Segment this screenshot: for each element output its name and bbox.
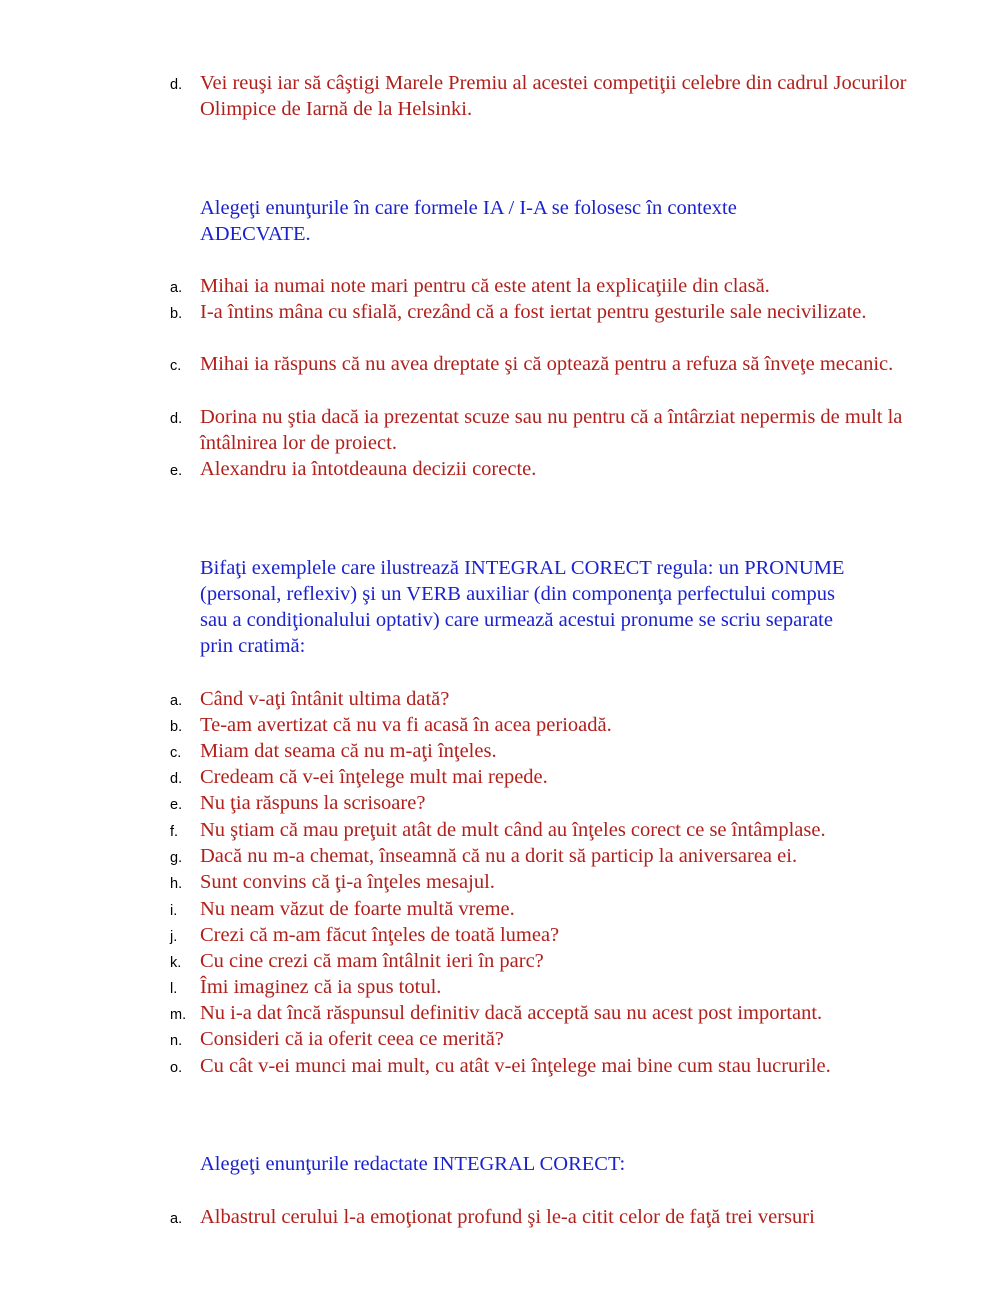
list-item-text: Nu neam văzut de foarte multă vreme. (200, 898, 515, 920)
list-marker: b. (170, 719, 183, 735)
list-marker: a. (170, 1211, 183, 1227)
list-item (170, 790, 930, 816)
question-prompt: Alegeţi enunţurile în care formele IA / I-A se folosesc în contexte ADECVATE. (200, 197, 737, 245)
list-item (170, 1000, 930, 1026)
list-item-text: I-a întins mâna cu sfială, crezând că a fost iertat pentru gesturile sale necivilizate. (200, 301, 867, 323)
list-marker: l. (170, 981, 178, 997)
question-prompt: Bifaţi exemplele care ilustrează INTEGRAL CORECT regula: un PRONUME (personal, reflexiv) şi un VERB auxiliar (din componenţa perfectului compus sau a condiţionalului optativ) care urmează acestui pronume se scriu separate prin cratimă: (200, 557, 845, 657)
list-item (170, 896, 930, 922)
list-marker: e. (170, 797, 183, 813)
list-item-text: Nu i-a dat încă răspunsul definitiv dacă acceptă sau nu acest post important. (200, 1002, 823, 1024)
list-marker: m. (170, 1007, 187, 1023)
list-item-text: Albastrul cerului l-a emoţionat profund şi le-a citit celor de faţă trei versuri (200, 1206, 815, 1228)
list-item (170, 974, 930, 1000)
list-item-text: Îmi imaginez că ia spus totul. (200, 976, 442, 998)
list-item (170, 738, 930, 764)
list-item (170, 922, 930, 948)
list-marker: j. (170, 929, 178, 945)
list-item-text: Nu ţia răspuns la scrisoare? (200, 792, 426, 814)
list-marker: n. (170, 1033, 183, 1049)
list-marker: b. (170, 306, 183, 322)
list-item-text: Alexandru ia întotdeauna decizii corecte. (200, 458, 537, 480)
list-marker: g. (170, 850, 183, 866)
list-marker: c. (170, 745, 182, 761)
list-item-text: Nu ştiam că mau preţuit atât de mult când au înţeles corect ce se întâmplase. (200, 819, 826, 841)
list-item (170, 351, 930, 377)
list-item (170, 404, 930, 456)
list-item-text: Mihai ia răspuns că nu avea dreptate şi că optează pentru a refuza să înveţe mecanic. (200, 353, 894, 375)
list-item (170, 712, 930, 738)
list-item-text: Mihai ia numai note mari pentru că este atent la explicaţiile din clasă. (200, 275, 770, 297)
list-marker: d. (170, 771, 183, 787)
list-item (170, 1026, 930, 1052)
list-marker: a. (170, 693, 183, 709)
list-item (170, 1204, 930, 1230)
list-item-text: Miam dat seama că nu m-aţi înţeles. (200, 740, 497, 762)
list-item (170, 1053, 930, 1079)
list-item (170, 869, 930, 895)
list-item-text: Când v-aţi întânit ultima dată? (200, 688, 450, 710)
list-item (170, 817, 930, 843)
list-item-text: Cu cine crezi că mam întâlnit ieri în parc? (200, 950, 544, 972)
list-item (170, 70, 930, 122)
list-item (170, 764, 930, 790)
list-item (170, 299, 930, 325)
list-item-text: Consideri că ia oferit ceea ce merită? (200, 1028, 504, 1050)
list-item (170, 273, 930, 299)
list-marker: d. (170, 77, 183, 93)
list-marker: c. (170, 358, 182, 374)
list-item-text: Dorina nu ştia dacă ia prezentat scuze sau nu pentru că a întârziat nepermis de mult la întâlnirea lor de proiect. (200, 406, 903, 454)
list-item (170, 686, 930, 712)
list-item-text: Sunt convins că ţi-a înţeles mesajul. (200, 871, 495, 893)
list-marker: h. (170, 876, 183, 892)
list-item-text: Vei reuşi iar să câştigi Marele Premiu al acestei competiţii celebre din cadrul Jocurilor Olimpice de Iarnă de la Helsinki. (200, 72, 907, 120)
list-item-text: Crezi că m-am făcut înţeles de toată lumea? (200, 924, 560, 946)
list-item (170, 456, 930, 482)
list-marker: o. (170, 1060, 183, 1076)
list-marker: a. (170, 280, 183, 296)
list-item (170, 843, 930, 869)
list-marker: f. (170, 824, 179, 840)
list-marker: i. (170, 903, 178, 919)
question-prompt: Alegeţi enunţurile redactate INTEGRAL CORECT: (200, 1153, 626, 1175)
list-item-text: Te-am avertizat că nu va fi acasă în acea perioadă. (200, 714, 612, 736)
list-marker: d. (170, 411, 183, 427)
list-item-text: Dacă nu m-a chemat, înseamnă că nu a dorit să particip la aniversarea ei. (200, 845, 798, 867)
list-marker: e. (170, 463, 183, 479)
list-item-text: Credeam că v-ei înţelege mult mai repede. (200, 766, 548, 788)
list-item (170, 948, 930, 974)
list-item-text: Cu cât v-ei munci mai mult, cu atât v-ei înţelege mai bine cum stau lucrurile. (200, 1055, 831, 1077)
list-marker: k. (170, 955, 182, 971)
